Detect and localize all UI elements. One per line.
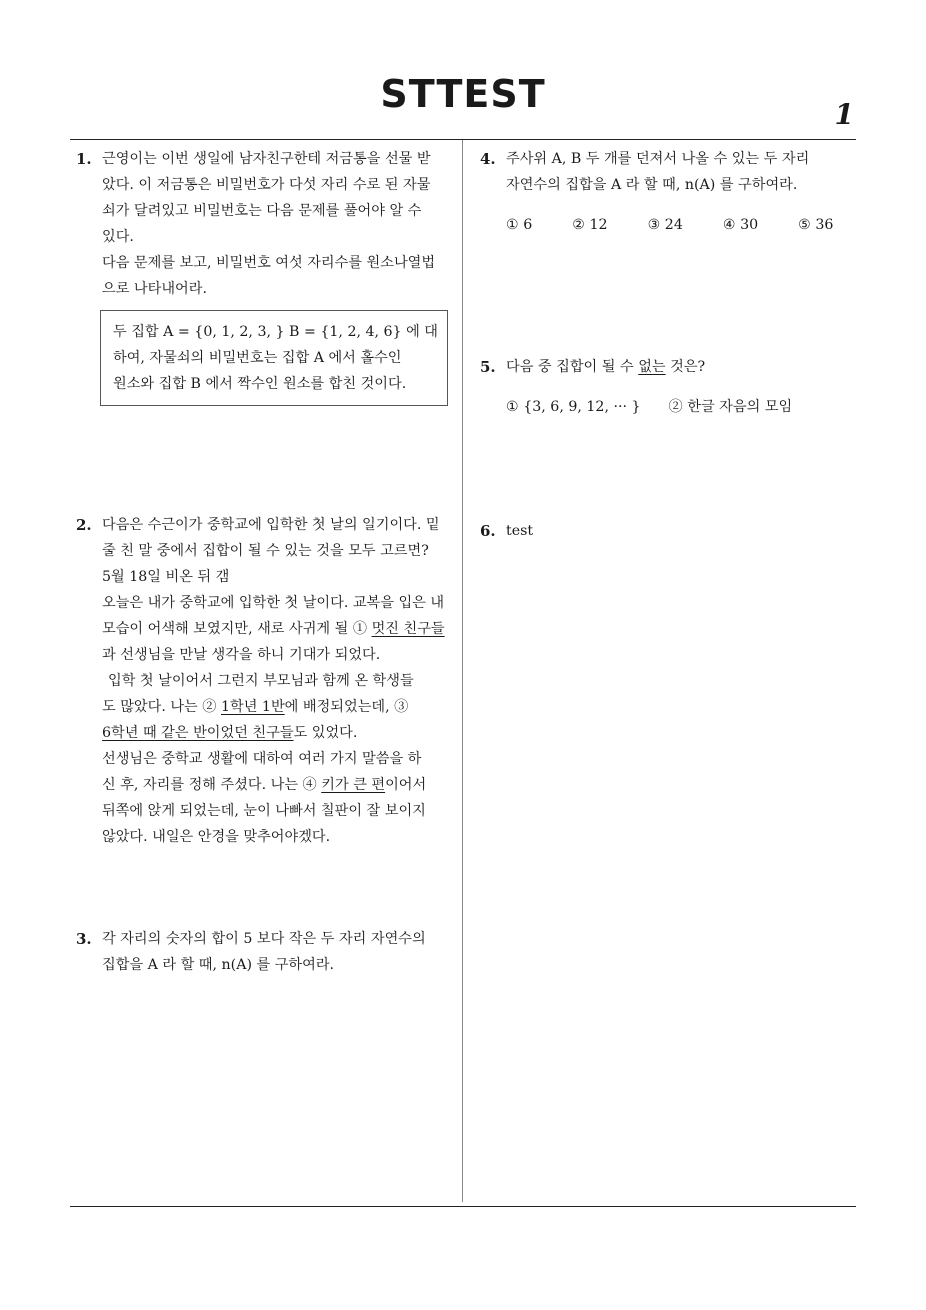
question-6 xyxy=(480,518,860,544)
question-text-line: 각 자리의 숫자의 합이 5 보다 작은 두 자리 자연수의 xyxy=(102,931,426,947)
question-2 xyxy=(76,512,458,850)
box-text-line: 원소와 집합 B 에서 짝수인 원소를 합친 것이다. xyxy=(113,376,407,392)
question-5 xyxy=(480,354,860,420)
question-text-line xyxy=(506,354,860,380)
top-rule xyxy=(70,139,856,140)
question-1 xyxy=(76,146,458,406)
question-text-line: 근영이는 이번 생일에 남자친구한테 저금통을 선물 받 xyxy=(102,151,431,167)
question-text: 다음 중 집합이 될 수 xyxy=(506,359,639,375)
page-number: 1 xyxy=(834,98,854,131)
diary-line: 입학 첫 날이어서 그런지 부모님과 함께 온 학생들 xyxy=(108,673,414,689)
column-divider xyxy=(462,140,463,1202)
question-number: 6. xyxy=(480,522,496,540)
diary-text: 신 후, 자리를 정해 주셨다. 나는 ④ xyxy=(102,777,322,793)
emphasis-underline: 없는 xyxy=(638,359,666,375)
diary-line: 오늘은 내가 중학교에 입학한 첫 날이다. 교복을 입은 내 xyxy=(102,595,445,611)
question-text-line: 다음 문제를 보고, 비밀번호 여섯 자리수를 원소나열법 xyxy=(102,255,436,271)
diary-line: 과 선생님을 만날 생각을 하니 기대가 되었다. xyxy=(102,647,381,663)
question-number: 4. xyxy=(480,150,496,168)
bottom-rule xyxy=(70,1206,856,1207)
question-text-line: 으로 나타내어라. xyxy=(102,281,207,297)
diary-line xyxy=(102,616,458,642)
choice-2: ② 한글 자음의 모임 xyxy=(668,399,793,415)
choice-1: ① 6 xyxy=(506,217,533,233)
diary-text: 모습이 어색해 보였지만, 새로 사귀게 될 ① xyxy=(102,621,372,637)
diary-date: 5월 18일 비온 뒤 갬 xyxy=(102,569,230,585)
question-text-line: test xyxy=(506,523,534,539)
question-text-line: 다음은 수근이가 중학교에 입학한 첫 날의 일기이다. 밑 xyxy=(102,517,440,533)
question-number: 1. xyxy=(76,150,92,168)
question-4 xyxy=(480,146,860,238)
diary-line: 선생님은 중학교 생활에 대하여 여러 가지 말씀을 하 xyxy=(102,751,422,767)
choice-4: ④ 30 xyxy=(722,217,759,233)
choice-1: ① {3, 6, 9, 12, ··· } xyxy=(506,399,641,415)
question-number: 3. xyxy=(76,930,92,948)
choice-2: ② 12 xyxy=(572,217,608,233)
diary-line xyxy=(102,720,458,746)
problem-box xyxy=(100,310,448,406)
diary-line: 않았다. 내일은 안경을 맞추어야겠다. xyxy=(102,829,331,845)
diary-text: 에 배정되었는데, ③ xyxy=(284,699,409,715)
underlined-option-1: 멋진 친구들 xyxy=(371,621,445,637)
question-number: 5. xyxy=(480,358,496,376)
diary-text: 이어서 xyxy=(385,777,427,793)
question-text-line: 줄 친 말 중에서 집합이 될 수 있는 것을 모두 고르면? xyxy=(102,543,429,559)
diary-text: 도 있었다. xyxy=(293,725,358,741)
question-text-line: 있다. xyxy=(102,229,134,245)
question-text-line: 쇠가 달려있고 비밀번호는 다음 문제를 풀어야 알 수 xyxy=(102,203,422,219)
underlined-option-3: 6학년 때 같은 반이었던 친구들 xyxy=(102,725,294,741)
question-text-line: 자연수의 집합을 A 라 할 때, n(A) 를 구하여라. xyxy=(506,177,798,193)
choice-5: ⑤ 36 xyxy=(798,217,834,233)
page-title: STTEST xyxy=(380,72,546,116)
question-3 xyxy=(76,926,458,978)
question-text: 것은? xyxy=(665,359,706,375)
choice-list xyxy=(506,394,860,420)
box-text-line: 두 집합 A = {0, 1, 2, 3, } B = {1, 2, 4, 6} 에 대 xyxy=(113,324,439,340)
question-text-line: 았다. 이 저금통은 비밀번호가 다섯 자리 수로 된 자물 xyxy=(102,177,431,193)
diary-line xyxy=(102,772,458,798)
diary-line xyxy=(102,694,458,720)
box-text-line: 하여, 자물쇠의 비밀번호는 집합 A 에서 홀수인 xyxy=(113,350,402,366)
choice-list xyxy=(506,212,860,238)
underlined-option-2: 1학년 1반 xyxy=(220,699,285,715)
question-number: 2. xyxy=(76,516,92,534)
underlined-option-4: 키가 큰 편 xyxy=(321,777,386,793)
choice-3: ③ 24 xyxy=(647,217,683,233)
question-text-line: 주사위 A, B 두 개를 던져서 나올 수 있는 두 자리 xyxy=(506,151,810,167)
question-text-line: 집합을 A 라 할 때, n(A) 를 구하여라. xyxy=(102,957,335,973)
diary-text: 도 많았다. 나는 ② xyxy=(102,699,221,715)
diary-line: 뒤쪽에 앉게 되었는데, 눈이 나빠서 칠판이 잘 보이지 xyxy=(102,803,426,819)
